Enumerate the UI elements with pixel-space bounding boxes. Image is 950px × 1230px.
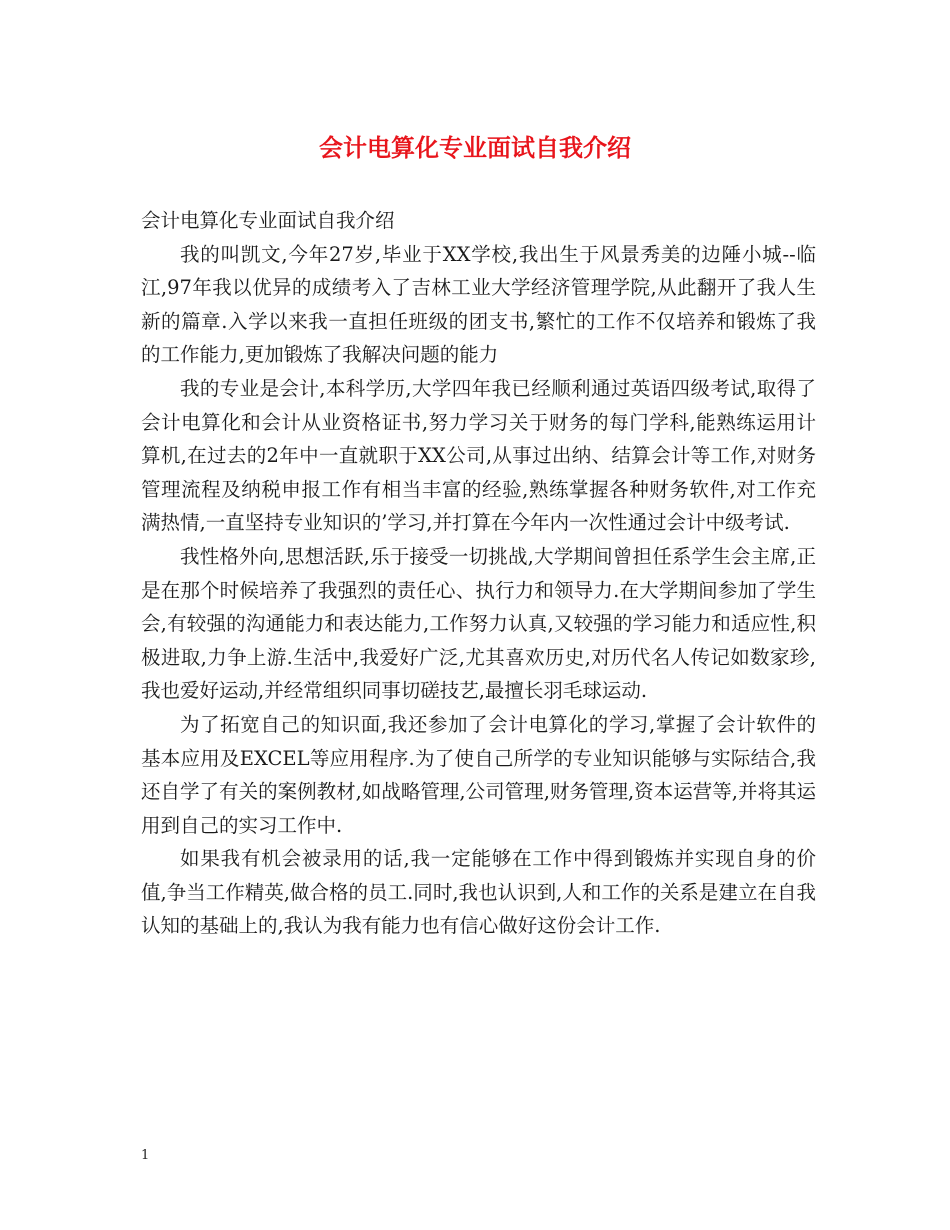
document-body [141,204,816,943]
page-number: 1 [141,1148,150,1163]
paragraph-closing: 如果我有机会被录用的话,我一定能够在工作中得到锻炼并实现自身的价值,争当工作精英,做合格的员工.同时,我也认识到,人和工作的关系是建立在自我认知的基础上的,我认为我有能力也有信心做好这份会计工作. [141,847,816,938]
document-title: 会计电算化专业面试自我介绍 [319,134,631,162]
paragraph-skills: 为了拓宽自己的知识面,我还参加了会计电算化的学习,掌握了会计软件的基本应用及EXCEL等应用程序.为了使自己所学的专业知识能够与实际结合,我还自学了有关的案例教材,如战略管理,公司管理,财务管理,资本运营等,并将其运用到自己的实习工作中. [141,712,816,837]
paragraph-major: 我的专业是会计,本科学历,大学四年我已经顺利通过英语四级考试,取得了会计电算化和会计从业资格证书,努力学习关于财务的每门学科,能熟练运用计算机,在过去的2年中一直就职于XX公司,从事过出纳、结算会计等工作,对财务管理流程及纳税申报工作有相当丰富的经验,熟练掌握各种财务软件,对工作充满热情,一直坚持专业知识的’学习,并打算在今年内一次性通过会计中级考试. [141,376,816,535]
document-subtitle: 会计电算化专业面试自我介绍 [141,209,395,232]
paragraph-intro: 我的叫凯文,今年27岁,毕业于XX学校,我出生于风景秀美的边陲小城--临江,97年我以优异的成绩考入了吉林工业大学经济管理学院,从此翻开了我人生新的篇章.入学以来我一直担任班级的团支书,繁忙的工作不仅培养和锻炼了我的工作能力,更加锻炼了我解决问题的能力 [141,242,816,367]
paragraph-personality: 我性格外向,思想活跃,乐于接受一切挑战,大学期间曾担任系学生会主席,正是在那个时候培养了我强烈的责任心、执行力和领导力.在大学期间参加了学生会,有较强的沟通能力和表达能力,工作努力认真,又较强的学习能力和适应性,积极进取,力争上游.生活中,我爱好广泛,尤其喜欢历史,对历代名人传记如数家珍,我也爱好运动,并经常组织同事切磋技艺,最擅长羽毛球运动. [141,544,816,703]
